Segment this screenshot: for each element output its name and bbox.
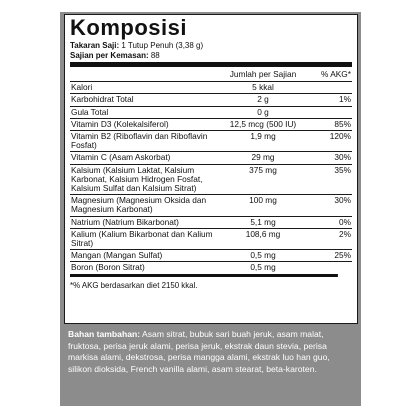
nutrient-name: Magnesium (Magnesium Oksida dan Magnesium Karbonat)	[70, 195, 219, 216]
table-row	[70, 228, 352, 249]
table-row	[70, 262, 352, 274]
table-row	[70, 250, 352, 262]
nutrient-amount: 375 mg	[219, 164, 306, 195]
nutrient-name: Vitamin C (Asam Askorbat)	[70, 152, 219, 164]
label-title: Komposisi	[70, 15, 187, 40]
nutrition-table	[70, 67, 352, 274]
nutrient-akg: 30%	[306, 195, 352, 216]
nutrient-akg	[306, 82, 352, 94]
footnote: *% AKG berdasarkan diet 2150 kkal.	[70, 274, 338, 290]
nutrient-amount: 29 mg	[219, 152, 306, 164]
nutrient-akg: 30%	[306, 152, 352, 164]
nutrient-name: Boron (Boron Sitrat)	[70, 262, 219, 274]
nutrient-amount: 108,6 mg	[219, 228, 306, 249]
header-akg: % AKG*	[321, 69, 351, 79]
servings-label: Sajian per Kemasan:	[70, 50, 149, 60]
nutrient-amount: 0 g	[219, 106, 306, 118]
table-row	[70, 164, 352, 195]
nutrient-name: Kalium (Kalium Bikarbonat dan Kalium Sitrat)	[70, 228, 219, 249]
nutrient-amount: 2 g	[219, 94, 306, 106]
nutrient-name: Vitamin D3 (Kolekalsiferol)	[70, 118, 219, 130]
serving-size	[70, 40, 332, 50]
table-header	[70, 67, 352, 82]
nutrient-akg: 35%	[306, 164, 352, 195]
nutrient-name: Vitamin B2 (Riboflavin dan Riboflavin Fosfat)	[70, 131, 219, 152]
table-row	[70, 152, 352, 164]
nutrient-akg	[306, 106, 352, 118]
nutrition-label	[64, 14, 358, 324]
nutrient-amount: 100 mg	[219, 195, 306, 216]
ingredients-text	[68, 329, 356, 375]
serving-size-label: Takaran Saji:	[70, 40, 120, 50]
serving-size-value: 1 Tutup Penuh (3,38 g)	[121, 40, 204, 50]
table-row	[70, 216, 352, 228]
table-row	[70, 118, 352, 130]
table-row	[70, 195, 352, 216]
nutrient-akg: 85%	[306, 118, 352, 130]
nutrient-akg: 120%	[306, 131, 352, 152]
nutrient-amount: 5 kkal	[219, 82, 306, 94]
nutrient-name: Natrium (Natrium Bikarbonat)	[70, 216, 219, 228]
nutrient-amount: 0,5 mg	[219, 262, 306, 274]
servings-per-package	[70, 50, 332, 60]
ingredients-label: Bahan tambahan:	[68, 329, 141, 339]
table-row	[70, 131, 352, 152]
table-row	[70, 82, 352, 94]
nutrient-akg	[306, 262, 352, 274]
nutrient-akg: 0%	[306, 216, 352, 228]
table-row	[70, 94, 352, 106]
nutrient-amount: 1,9 mg	[219, 131, 306, 152]
header-amount: Jumlah per Sajian	[229, 69, 297, 79]
table-row	[70, 106, 352, 118]
nutrient-name: Mangan (Mangan Sulfat)	[70, 250, 219, 262]
nutrient-amount: 12,5 mcg (500 IU)	[219, 118, 306, 130]
nutrient-name: Karbohidrat Total	[70, 94, 219, 106]
nutrient-akg: 2%	[306, 228, 352, 249]
nutrient-name: Kalori	[70, 82, 219, 94]
nutrient-name: Gula Total	[70, 106, 219, 118]
ingredients-list: Asam sitrat, bubuk sari buah jeruk, asam malat, fruktosa, perisa jeruk alami, perisa jeruk, ekstrak daun stevia, perisa markisa alami, dekstrosa, perisa mangga alami, ekstrak luo han guo, silikon dioksida, French vanilla alami, asam stearat, beta-karoten.	[68, 329, 330, 374]
nutrient-akg: 25%	[306, 250, 352, 262]
nutrient-akg: 1%	[306, 94, 352, 106]
nutrient-amount: 5,1 mg	[219, 216, 306, 228]
servings-value: 88	[150, 50, 160, 60]
nutrient-name: Kalsium (Kalsium Laktat, Kalsium Karbonat, Kalsium Hidrogen Fosfat, Kalsium Sulfat dan Kalsium Sitrat)	[70, 164, 219, 195]
nutrient-amount: 0,5 mg	[219, 250, 306, 262]
